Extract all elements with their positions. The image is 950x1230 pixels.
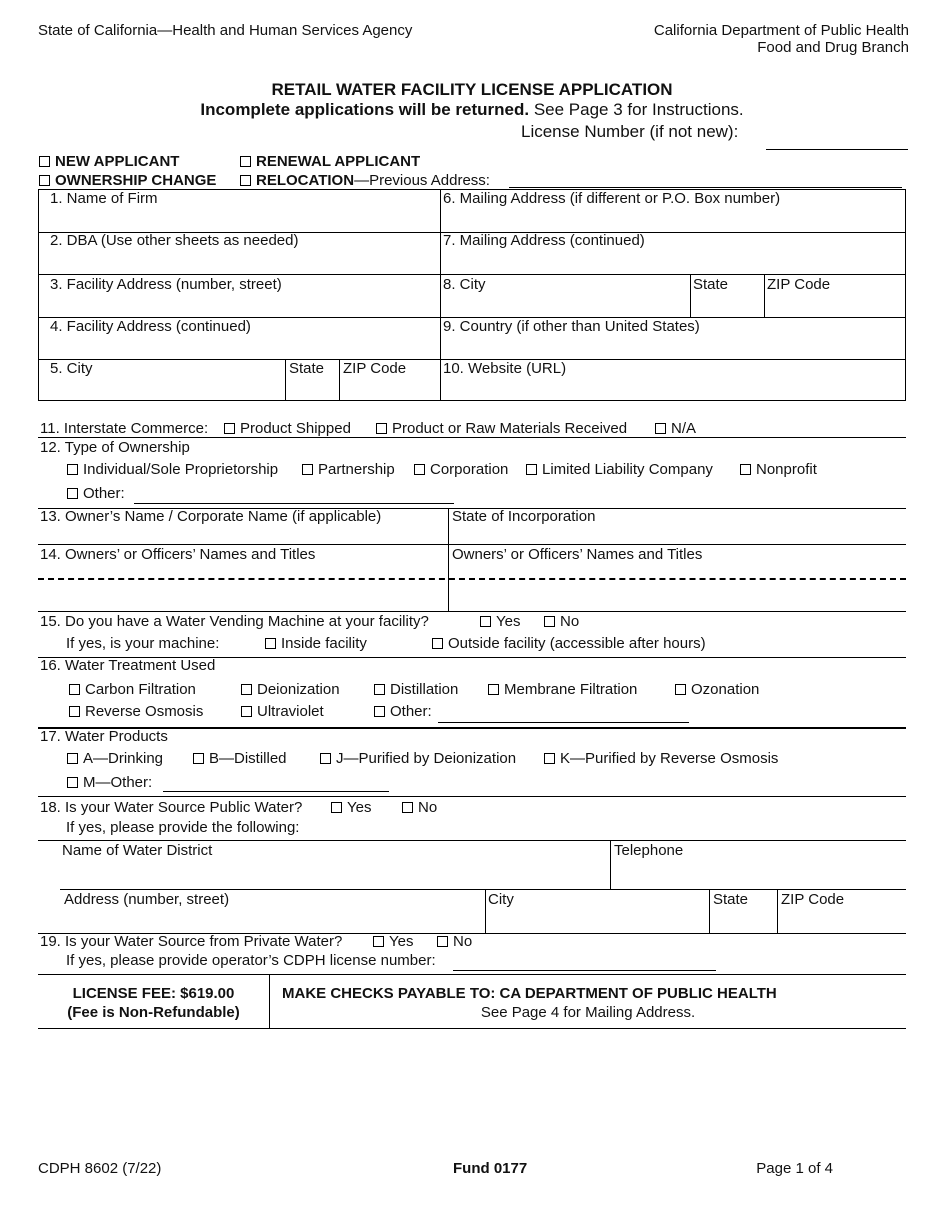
relocation-checkbox[interactable]: [240, 175, 251, 186]
products-other-option[interactable]: M—Other:: [67, 774, 152, 791]
relocation-option[interactable]: RELOCATION—Previous Address:: [240, 172, 490, 189]
owners-officers-field-right[interactable]: Owners’ or Officers’ Names and Titles: [452, 546, 703, 563]
owners-divider: [38, 578, 906, 580]
distillation-checkbox[interactable]: [374, 684, 385, 695]
na-option[interactable]: N/A: [655, 420, 696, 437]
new-applicant-option[interactable]: NEW APPLICANT: [39, 153, 179, 170]
form-id: CDPH 8602 (7/22): [38, 1160, 162, 1177]
llc-checkbox[interactable]: [526, 464, 537, 475]
nonprofit-checkbox[interactable]: [740, 464, 751, 475]
department-name: California Department of Public Health: [653, 22, 909, 39]
public-water-no-checkbox[interactable]: [402, 802, 413, 813]
product-shipped-checkbox[interactable]: [224, 423, 235, 434]
public-water-followup-label: If yes, please provide the following:: [66, 819, 300, 836]
district-state-field[interactable]: State: [713, 891, 749, 908]
public-water-label: 18. Is your Water Source Public Water?: [40, 799, 303, 816]
mailing-address-continued-field[interactable]: 7. Mailing Address (continued): [443, 232, 645, 249]
mailing-city-field[interactable]: 8. City: [443, 276, 486, 293]
vending-machine-label: 15. Do you have a Water Vending Machine at your facility?: [40, 613, 429, 630]
state-of-incorporation-field[interactable]: State of Incorporation: [452, 508, 596, 525]
carbon-filtration-checkbox[interactable]: [69, 684, 80, 695]
product-shipped-option[interactable]: Product Shipped: [224, 420, 351, 437]
page-number: Page 1 of 4: [756, 1160, 833, 1177]
mailing-address-field[interactable]: 6. Mailing Address (if different or P.O. Box number): [443, 190, 781, 207]
firm-name-field[interactable]: 1. Name of Firm: [50, 190, 158, 207]
water-district-field[interactable]: Name of Water District: [62, 842, 213, 859]
sole-proprietorship-option[interactable]: Individual/Sole Proprietorship: [67, 461, 278, 478]
facility-address-continued-field[interactable]: 4. Facility Address (continued): [50, 318, 251, 335]
products-other-field[interactable]: [163, 791, 389, 792]
reverse-osmosis-product-option[interactable]: K—Purified by Reverse Osmosis: [544, 750, 778, 767]
materials-received-checkbox[interactable]: [376, 423, 387, 434]
outside-facility-checkbox[interactable]: [432, 638, 443, 649]
products-other-checkbox[interactable]: [67, 777, 78, 788]
branch-name: Food and Drug Branch: [757, 39, 909, 56]
mailing-state-field[interactable]: State: [693, 276, 729, 293]
ultraviolet-option[interactable]: Ultraviolet: [241, 703, 324, 720]
new-applicant-checkbox[interactable]: [39, 156, 50, 167]
inside-facility-option[interactable]: Inside facility: [265, 635, 367, 652]
deionization-product-option[interactable]: J—Purified by Deionization: [320, 750, 516, 767]
facility-city-field[interactable]: 5. City: [50, 360, 93, 377]
reverse-osmosis-product-checkbox[interactable]: [544, 753, 555, 764]
ozonation-option[interactable]: Ozonation: [675, 681, 759, 698]
partnership-option[interactable]: Partnership: [302, 461, 395, 478]
ownership-change-checkbox[interactable]: [39, 175, 50, 186]
vending-no-option[interactable]: No: [544, 613, 579, 630]
vending-yes-checkbox[interactable]: [480, 616, 491, 627]
website-field[interactable]: 10. Website (URL): [443, 360, 567, 377]
private-water-yes-option[interactable]: Yes: [373, 933, 413, 950]
district-zip-field[interactable]: ZIP Code: [781, 891, 845, 908]
corporation-checkbox[interactable]: [414, 464, 425, 475]
deionization-option[interactable]: Deionization: [241, 681, 340, 698]
carbon-filtration-option[interactable]: Carbon Filtration: [69, 681, 196, 698]
ultraviolet-checkbox[interactable]: [241, 706, 252, 717]
distillation-option[interactable]: Distillation: [374, 681, 458, 698]
instructions-note: [0, 100, 944, 120]
district-address-field[interactable]: Address (number, street): [64, 891, 230, 908]
checks-payable: MAKE CHECKS PAYABLE TO: CA DEPARTMENT OF PUBLIC HEALTH: [282, 985, 777, 1002]
private-water-yes-checkbox[interactable]: [373, 936, 384, 947]
ownership-other-option[interactable]: Other:: [67, 485, 125, 502]
water-treatment-label: 16. Water Treatment Used: [40, 657, 216, 674]
interstate-commerce-label: 11. Interstate Commerce:: [40, 420, 209, 437]
inside-facility-checkbox[interactable]: [265, 638, 276, 649]
renewal-applicant-option[interactable]: RENEWAL APPLICANT: [240, 153, 420, 170]
vending-no-checkbox[interactable]: [544, 616, 555, 627]
license-number-label: License Number (if not new):: [521, 122, 739, 141]
drinking-option[interactable]: A—Drinking: [67, 750, 163, 767]
sole-proprietorship-checkbox[interactable]: [67, 464, 78, 475]
membrane-filtration-option[interactable]: Membrane Filtration: [488, 681, 637, 698]
nonprofit-option[interactable]: Nonprofit: [740, 461, 817, 478]
treatment-other-field[interactable]: [438, 722, 689, 723]
partnership-checkbox[interactable]: [302, 464, 313, 475]
drinking-checkbox[interactable]: [67, 753, 78, 764]
private-water-no-option[interactable]: No: [437, 933, 472, 950]
vending-yes-option[interactable]: Yes: [480, 613, 520, 630]
ownership-other-field[interactable]: [134, 503, 454, 504]
operator-license-field[interactable]: [453, 970, 716, 971]
deionization-product-checkbox[interactable]: [320, 753, 331, 764]
facility-zip-field[interactable]: ZIP Code: [343, 360, 407, 377]
na-checkbox[interactable]: [655, 423, 666, 434]
treatment-other-checkbox[interactable]: [374, 706, 385, 717]
corporation-option[interactable]: Corporation: [414, 461, 508, 478]
district-city-field[interactable]: City: [488, 891, 514, 908]
ozonation-checkbox[interactable]: [675, 684, 686, 695]
fund-number: Fund 0177: [453, 1160, 528, 1177]
membrane-filtration-checkbox[interactable]: [488, 684, 499, 695]
previous-address-field[interactable]: [509, 187, 902, 188]
water-district-phone-field[interactable]: Telephone: [614, 842, 684, 859]
water-products-label: 17. Water Products: [40, 728, 168, 745]
private-water-label: 19. Is your Water Source from Private Water?: [40, 933, 343, 950]
previous-address-label: —Previous Address:: [354, 172, 490, 189]
private-water-no-checkbox[interactable]: [437, 936, 448, 947]
public-water-yes-checkbox[interactable]: [331, 802, 342, 813]
incomplete-warning: Incomplete applications will be returned.: [200, 100, 530, 119]
distilled-checkbox[interactable]: [193, 753, 204, 764]
public-water-yes-option[interactable]: Yes: [331, 799, 371, 816]
materials-received-option[interactable]: Product or Raw Materials Received: [376, 420, 627, 437]
dba-field[interactable]: 2. DBA (Use other sheets as needed): [50, 232, 299, 249]
country-field[interactable]: 9. Country (if other than United States): [443, 318, 700, 335]
license-number-field[interactable]: [766, 149, 908, 150]
ownership-type-label: 12. Type of Ownership: [40, 439, 190, 456]
form-title: RETAIL WATER FACILITY LICENSE APPLICATION: [271, 80, 673, 99]
mailing-address-ref: See Page 4 for Mailing Address.: [480, 1004, 696, 1021]
treatment-other-option[interactable]: Other:: [374, 703, 432, 720]
reverse-osmosis-checkbox[interactable]: [69, 706, 80, 717]
instructions-ref: See Page 3 for Instructions.: [529, 100, 744, 119]
renewal-applicant-checkbox[interactable]: [240, 156, 251, 167]
agency-name: State of California—Health and Human Services Agency: [38, 22, 413, 39]
fee-non-refundable: (Fee is Non-Refundable): [67, 1004, 240, 1021]
facility-state-field[interactable]: State: [289, 360, 325, 377]
ownership-change-option[interactable]: OWNERSHIP CHANGE: [39, 172, 216, 189]
owner-name-field[interactable]: 13. Owner’s Name / Corporate Name (if applicable): [40, 508, 382, 525]
mailing-zip-field[interactable]: ZIP Code: [767, 276, 831, 293]
llc-option[interactable]: Limited Liability Company: [526, 461, 713, 478]
reverse-osmosis-option[interactable]: Reverse Osmosis: [69, 703, 203, 720]
license-fee: LICENSE FEE: $619.00: [72, 985, 235, 1002]
distilled-option[interactable]: B—Distilled: [193, 750, 287, 767]
owners-officers-field-left[interactable]: 14. Owners’ or Officers’ Names and Titles: [40, 546, 316, 563]
ownership-other-checkbox[interactable]: [67, 488, 78, 499]
machine-location-label: If yes, is your machine:: [66, 635, 220, 652]
facility-address-field[interactable]: 3. Facility Address (number, street): [50, 276, 282, 293]
deionization-checkbox[interactable]: [241, 684, 252, 695]
public-water-no-option[interactable]: No: [402, 799, 437, 816]
operator-license-label: If yes, please provide operator’s CDPH license number:: [66, 952, 436, 969]
outside-facility-option[interactable]: Outside facility (accessible after hours): [432, 635, 706, 652]
